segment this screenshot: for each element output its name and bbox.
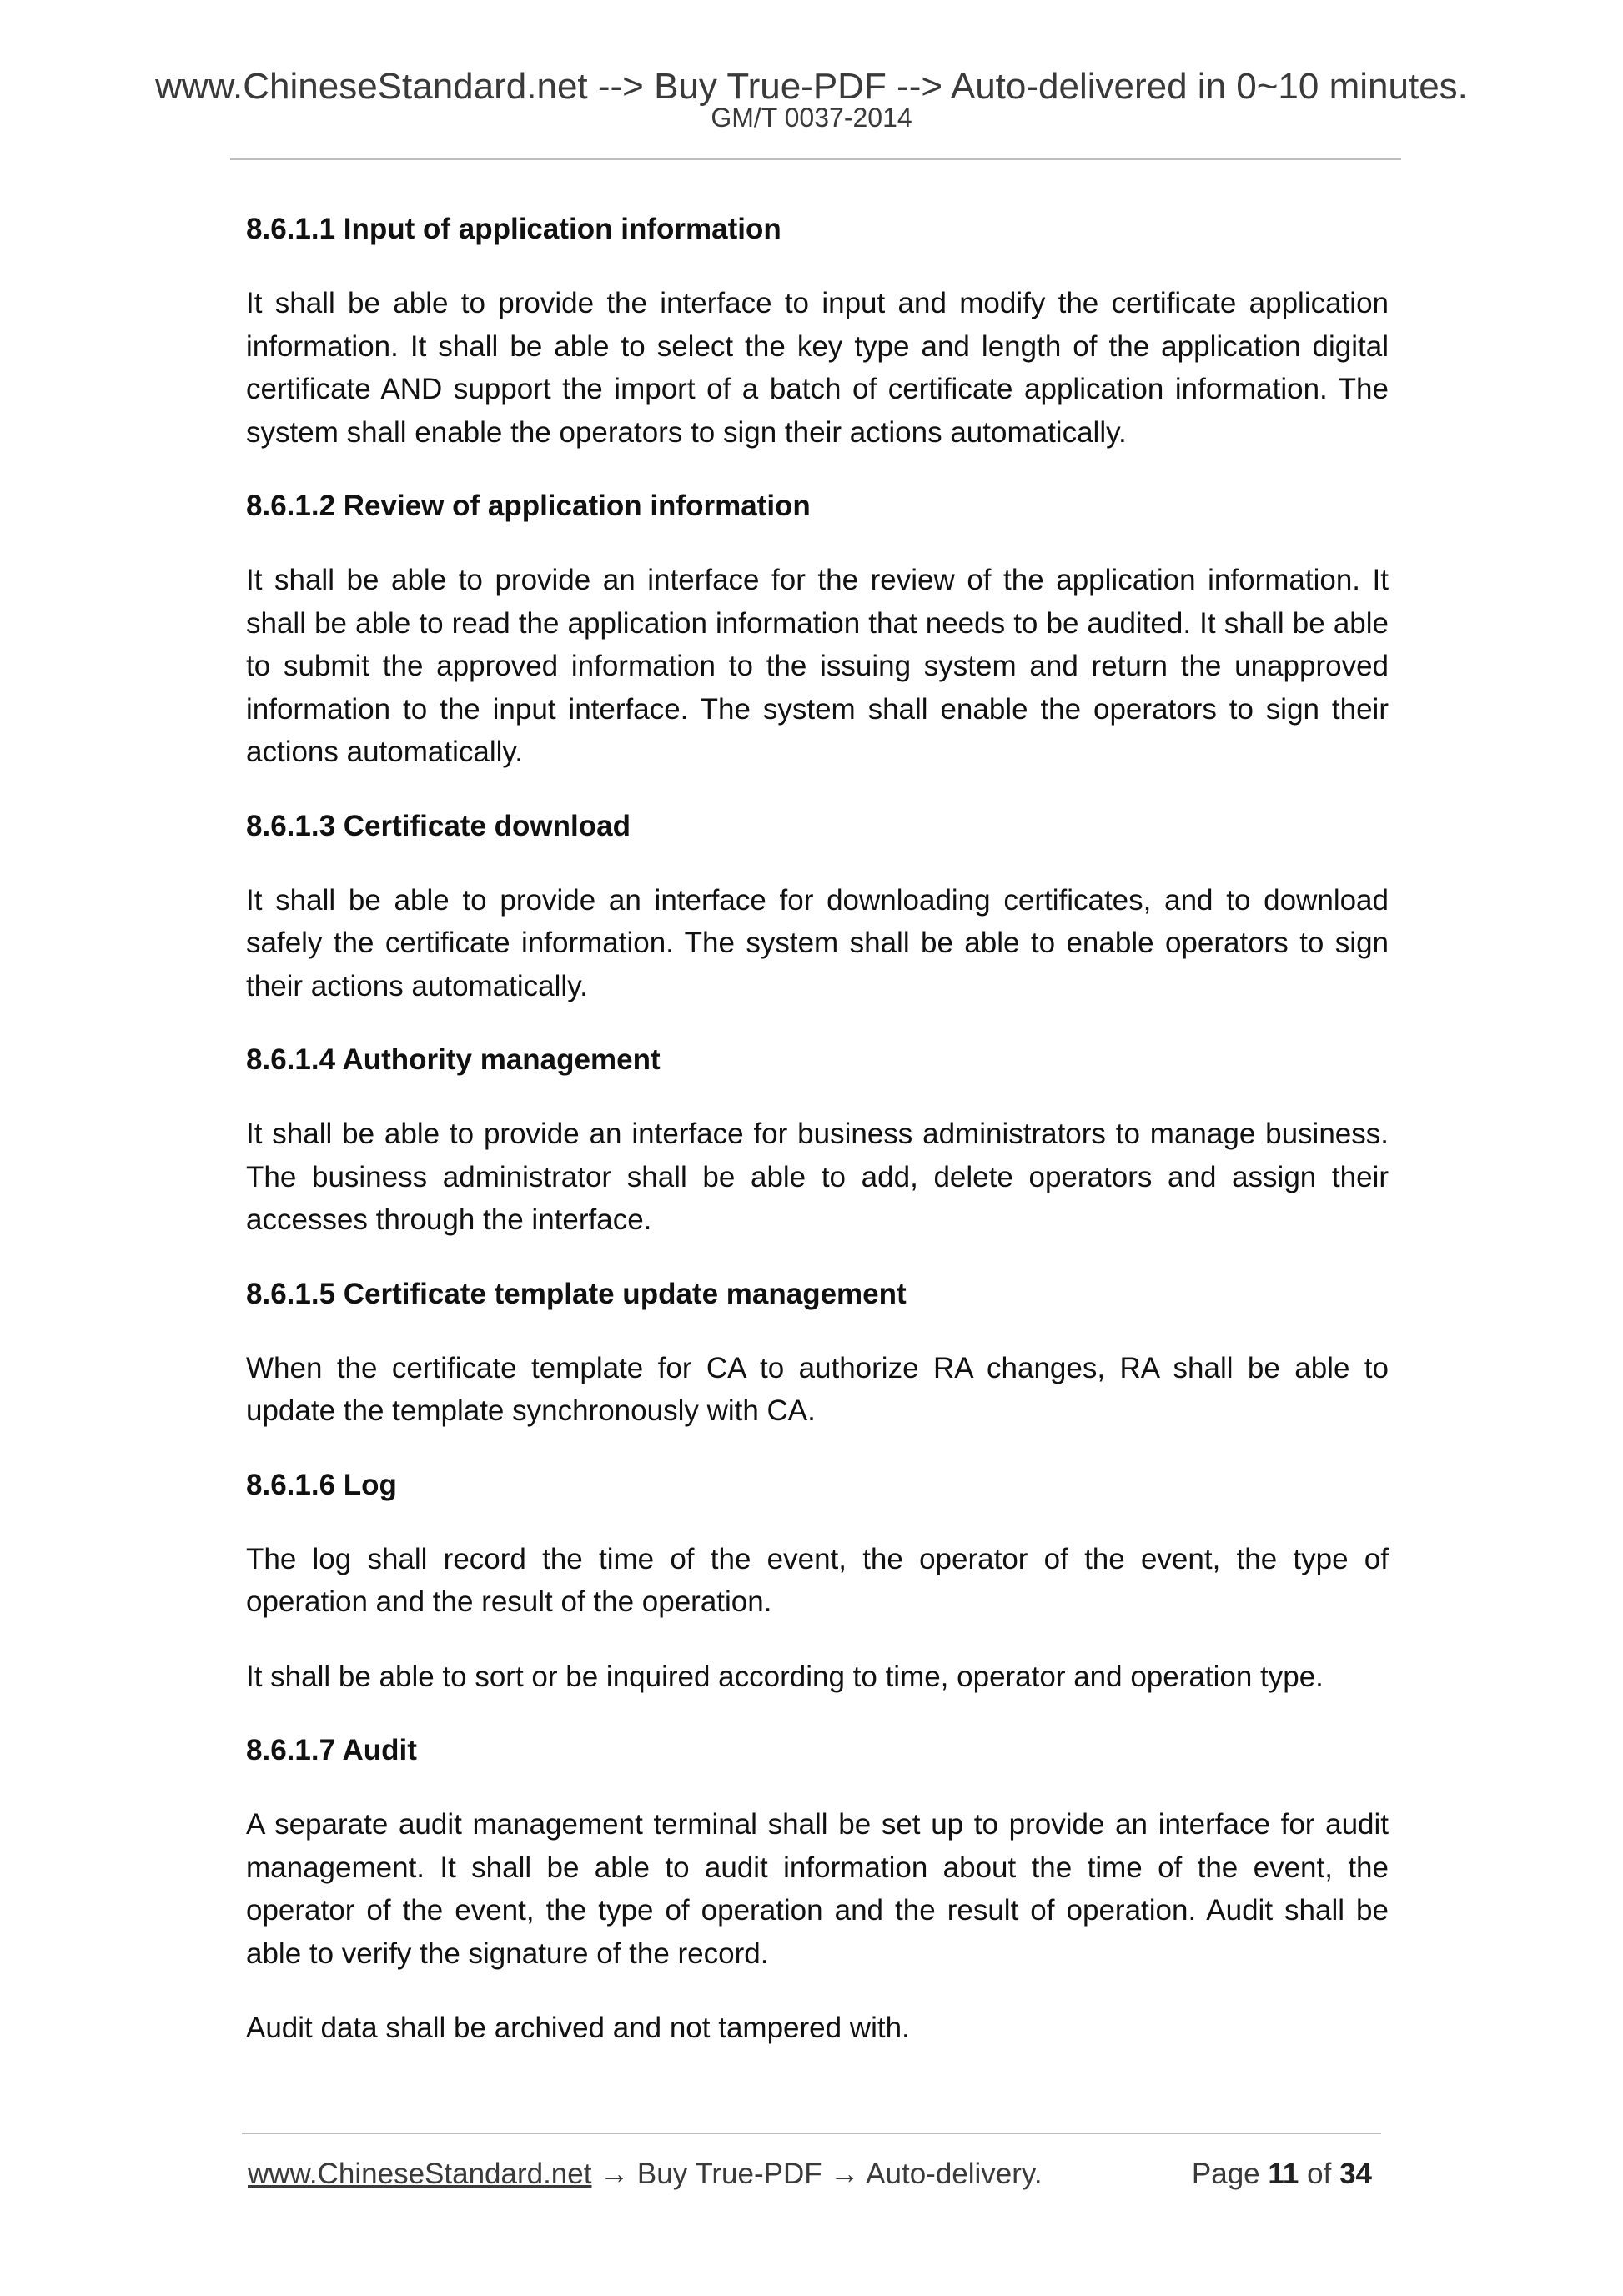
section-input-application-information	[246, 208, 1389, 454]
standard-code: GM/T 0037-2014	[711, 103, 912, 133]
document-body	[246, 208, 1389, 2082]
header-divider	[230, 158, 1401, 160]
section-paragraph: The log shall record the time of the event, the operator of the event, the type of operation and the result of the operation.	[246, 1542, 1389, 1618]
of-label: of	[1307, 2158, 1332, 2190]
section-paragraph: Audit data shall be archived and not tampered with.	[246, 2012, 910, 2044]
section-log	[246, 1465, 1389, 1699]
section-paragraph: It shall be able to sort or be inquired according to time, operator and operation type.	[246, 1660, 1324, 1693]
footer-left	[248, 2153, 1043, 2195]
section-heading: 8.6.1.3 Certificate download	[246, 809, 631, 842]
section-paragraph: It shall be able to provide the interface to input and modify the certificate application information. It shall be able to select the key type and length of the application digital certificate AND support the import of a batch of certificate application information. The system shall enable the operators to sign their actions automatically.	[246, 287, 1389, 449]
page-label: Page	[1191, 2158, 1260, 2190]
total-pages: 34	[1339, 2158, 1372, 2190]
page-footer	[248, 2153, 1382, 2195]
footer-trail-text: → Buy True-PDF → Auto-delivery.	[591, 2158, 1043, 2190]
footer-divider	[242, 2133, 1381, 2134]
section-audit	[246, 1730, 1389, 2050]
section-paragraph: It shall be able to provide an interface for downloading certificates, and to download safely the certificate information. The system shall be able to enable operators to sign their actions automatically.	[246, 883, 1389, 1002]
footer-website-link[interactable]: www.ChineseStandard.net	[248, 2158, 592, 2190]
section-paragraph: When the certificate template for CA to authorize RA changes, RA shall be able to update the template synchronously with CA.	[246, 1351, 1389, 1427]
section-heading: 8.6.1.2 Review of application information	[246, 490, 811, 522]
section-paragraph: It shall be able to provide an interface for business administrators to manage business. The business administrator shall be able to add, delete operators and assign their accesses through the interface.	[246, 1118, 1389, 1236]
section-heading: 8.6.1.5 Certificate template update management	[246, 1277, 907, 1310]
section-heading: 8.6.1.1 Input of application information	[246, 213, 781, 245]
page-indicator	[1192, 2153, 1372, 2195]
section-review-application-information	[246, 485, 1389, 774]
section-paragraph: It shall be able to provide an interface for the review of the application information. It shall be able to read the application information that needs to be audited. It shall be able to submit the approved information to the issuing system and return the unapproved information to the input interface. The system shall enable the operators to sign their actions automatically.	[246, 564, 1389, 768]
page-number: 11	[1268, 2158, 1299, 2190]
section-heading: 8.6.1.7 Audit	[246, 1734, 417, 1766]
section-certificate-download	[246, 806, 1389, 1008]
section-heading: 8.6.1.4 Authority management	[246, 1043, 661, 1076]
section-heading: 8.6.1.6 Log	[246, 1468, 397, 1501]
section-authority-management	[246, 1039, 1389, 1242]
header-banner: www.ChineseStandard.net --> Buy True-PDF --> Auto-delivered in 0~10 minutes.	[155, 66, 1468, 107]
section-paragraph: A separate audit management terminal shall be set up to provide an interface for audit management. It shall be able to audit information about the time of the event, the operator of the event, the type of operation and the result of operation. Audit shall be able to verify the signature of the record.	[246, 1808, 1389, 1970]
section-certificate-template-update	[246, 1274, 1389, 1433]
